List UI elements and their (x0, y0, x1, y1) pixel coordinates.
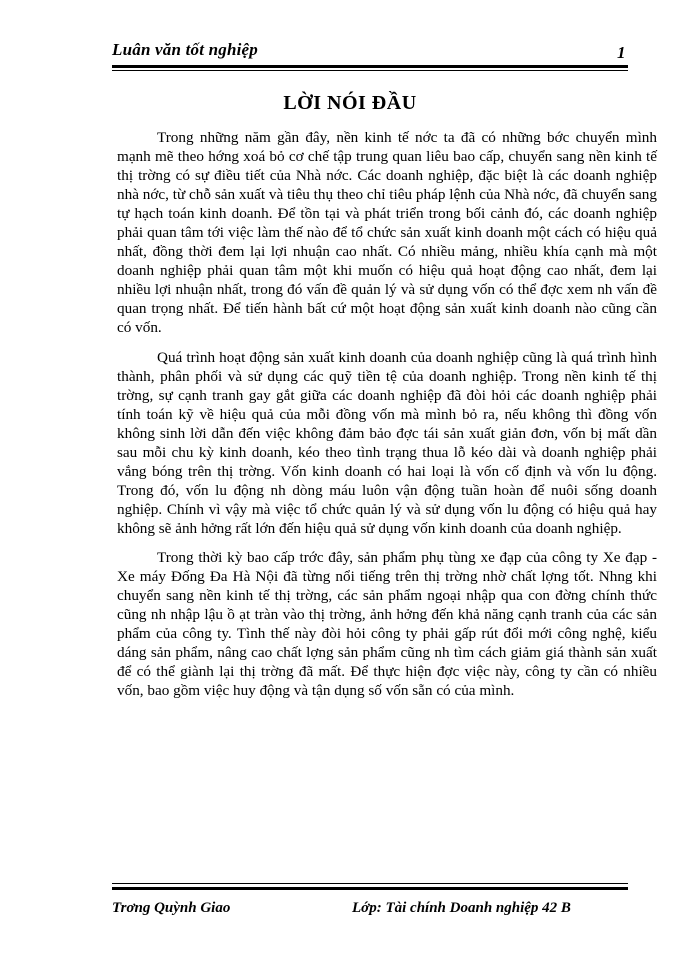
document-title: LỜI NÓI ĐẦU (283, 92, 417, 114)
footer-rule-thick (112, 887, 628, 890)
footer-rule-thin (112, 883, 628, 884)
paragraph-3: Trong thời kỳ bao cấp trớc đây, sản phẩm phụ tùng xe đạp của công ty Xe đạp - Xe máy Đống Đa Hà Nội đã từng nổi tiếng trên thị trờng nhờ chất lợng tốt. Nhng khi chuyển sang nền kinh tế thị trờng, các sản phẩm ngoại nhập qua con đờng chính thức cũng nh nhập lậu ồ ạt tràn vào thị trờng, ảnh hởng đến khả năng cạnh tranh của các sản phẩm của công ty. Tình thế này đòi hỏi công ty phải gấp rút đổi mới công nghệ, kiểu dáng sản phẩm, nâng cao chất lợng sản phẩm cũng nh tìm cách giảm giá thành sản xuất để có thể giành lại thị trờng đã mất. Để thực hiện đợc việc này, công ty cần có nhiều vốn, bao gồm việc huy động và tận dụng số vốn sẵn có của mình. (117, 548, 657, 700)
document-body (117, 128, 657, 700)
paragraph-1: Trong những năm gần đây, nền kinh tế nớc ta đã có những bớc chuyển mình mạnh mẽ theo hớng xoá bỏ cơ chế tập trung quan liêu bao cấp, chuyển sang nền kinh tế thị trờng có sự điều tiết của Nhà nớc. Các doanh nghiệp, đặc biệt là các doanh nghiệp nhà nớc, từ chỗ sản xuất và tiêu thụ theo chỉ tiêu pháp lệnh của Nhà nớc, đã chuyển sang tự hạch toán kinh doanh. Để tồn tại và phát triển trong bối cảnh đó, các doanh nghiệp phải quan tâm tới việc làm thế nào để tổ chức sản xuất kinh doanh một cách có hiệu quả nhất, đồng thời đem lại lợi nhuận cao nhất. Có nhiều mảng, nhiều khía cạnh mà một doanh nghiệp phải quan tâm một khi muốn có hiệu quả hoạt động cao nhất, đem lại nhiều lợi nhuận nhất, trong đó vấn đề quản lý và sử dụng vốn có thể đợc xem nh vấn đề quan trọng nhất. Để tiến hành bất cứ một hoạt động sản xuất kinh doanh nào cũng cần có vốn. (117, 129, 657, 337)
page-number: 1 (617, 43, 626, 62)
header-rule-thick (112, 65, 628, 68)
header-title: Luân văn tốt nghiệp (112, 40, 258, 59)
footer-class: Lớp: Tài chính Doanh nghiệp 42 B (352, 900, 571, 916)
header-rule-thin (112, 70, 628, 71)
paragraph-2: Quá trình hoạt động sản xuất kinh doanh của doanh nghiệp cũng là quá trình hình thành, phân phối và sử dụng các quỹ tiền tệ của doanh nghiệp. Trong nền kinh tế thị trờng, sự cạnh tranh gay gắt giữa các doanh nghiệp đã đòi hỏi các doanh nghiệp phải tính toán kỹ về hiệu quả của mỗi đồng vốn mà mình bỏ ra, nếu không thì đồng vốn không sinh lời dẫn đến việc không đảm bảo đợc tái sản xuất giản đơn, vốn bị mất dần sau mỗi chu kỳ kinh doanh, kéo theo tình trạng thua lỗ kéo dài và doanh nghiệp phải vắng bóng trên thị trờng. Vốn kinh doanh có hai loại là vốn cố định và vốn lu động. Trong đó, vốn lu động nh dòng máu luôn vận động tuần hoàn để nuôi sống doanh nghiệp. Chính vì vậy mà việc tổ chức quản lý và sử dụng vốn lu động có hiệu quả hay không sẽ ảnh hởng rất lớn đến hiệu quả sử dụng vốn kinh doanh của doanh nghiệp. (117, 348, 657, 537)
footer-author: Trơng Quỳnh Giao (112, 900, 231, 916)
